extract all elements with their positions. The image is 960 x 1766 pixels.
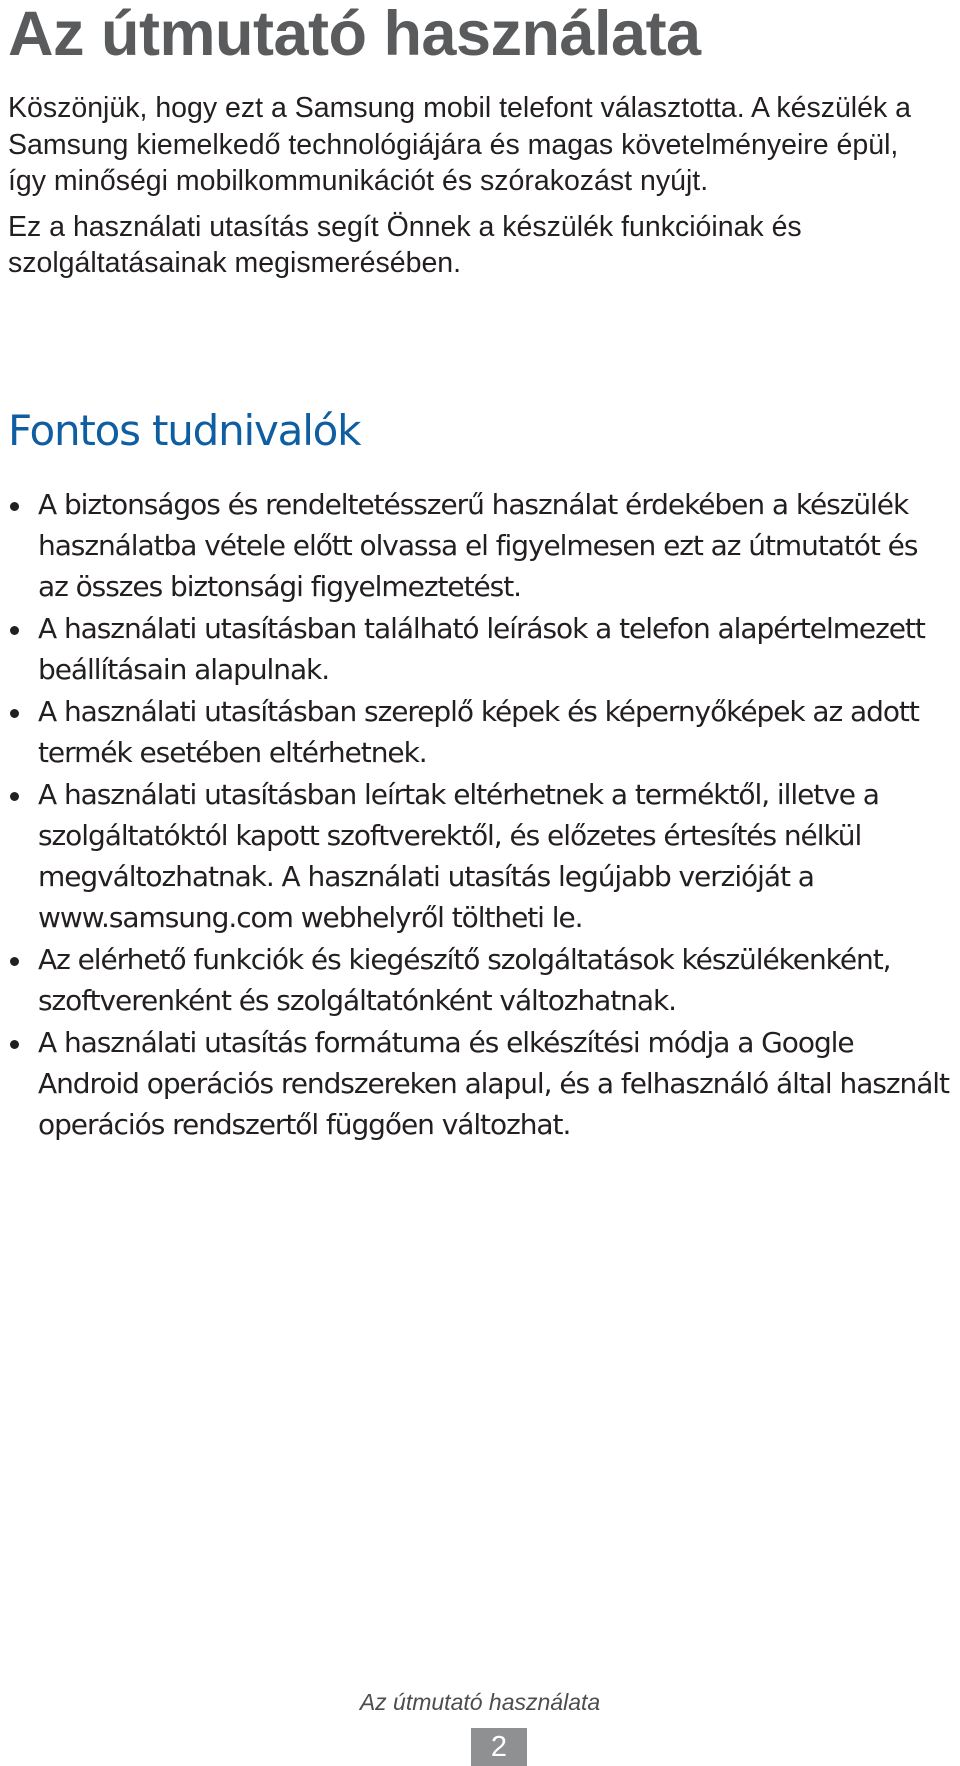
page-title: Az útmutató használata — [8, 0, 701, 69]
page-number-badge: 2 — [471, 1728, 527, 1766]
list-item-text: A biztonságos és rendeltetésszerű használat érdekében a készülék használatba vétele előtt olvassa el figyelmesen ezt az útmutatót és az összes biztonsági figyelmeztetést. — [38, 488, 918, 603]
list-item-text: A használati utasítás formátuma és elkészítési módja a Google Android operációs rendszereken alapul, és a felhasználó által használt operációs rendszertől függően változhat. — [38, 1026, 949, 1141]
bullet-icon — [10, 502, 19, 511]
list-item — [8, 608, 953, 690]
bullet-icon — [10, 709, 19, 718]
notes-list — [8, 484, 953, 1146]
bullet-icon — [10, 626, 19, 635]
list-item — [8, 774, 953, 938]
intro-paragraph-1: Köszönjük, hogy ezt a Samsung mobil telefont választotta. A készülék a Samsung kiemelkedő technológiájára és magas követelményeire épül, így minőségi mobilkommunikációt és szórakozást nyújt. — [8, 92, 912, 197]
list-item-text: Az elérhető funkciók és kiegészítő szolgáltatások készülékenként, szoftverenként és szolgáltatónként változhatnak. — [38, 943, 891, 1017]
bullet-icon — [10, 1040, 19, 1049]
intro-paragraph-2: Ez a használati utasítás segít Önnek a készülék funkcióinak és szolgáltatásainak megismerésében. — [8, 210, 802, 279]
document-page — [8, 0, 948, 1766]
bullet-icon — [10, 792, 19, 801]
intro-text — [8, 90, 943, 291]
list-item-text: A használati utasításban található leírások a telefon alapértelmezett beállításain alapulnak. — [38, 612, 925, 686]
list-item — [8, 691, 953, 773]
list-item — [8, 484, 953, 607]
list-item — [8, 939, 953, 1021]
list-item-text: A használati utasításban szereplő képek és képernyőképek az adott termék esetében eltérhetnek. — [38, 695, 919, 769]
footer-section-label: Az útmutató használata — [359, 1689, 601, 1715]
section-heading: Fontos tudnivalók — [8, 406, 361, 455]
bullet-icon — [10, 957, 19, 966]
list-item-text: A használati utasításban leírtak eltérhetnek a terméktől, illetve a szolgáltatóktól kapott szoftverektől, és előzetes értesítés nélkül megváltozhatnak. A használati utasítás legújabb verzióját a www.samsung.com webhelyről töltheti le. — [38, 778, 879, 934]
list-item — [8, 1022, 953, 1145]
